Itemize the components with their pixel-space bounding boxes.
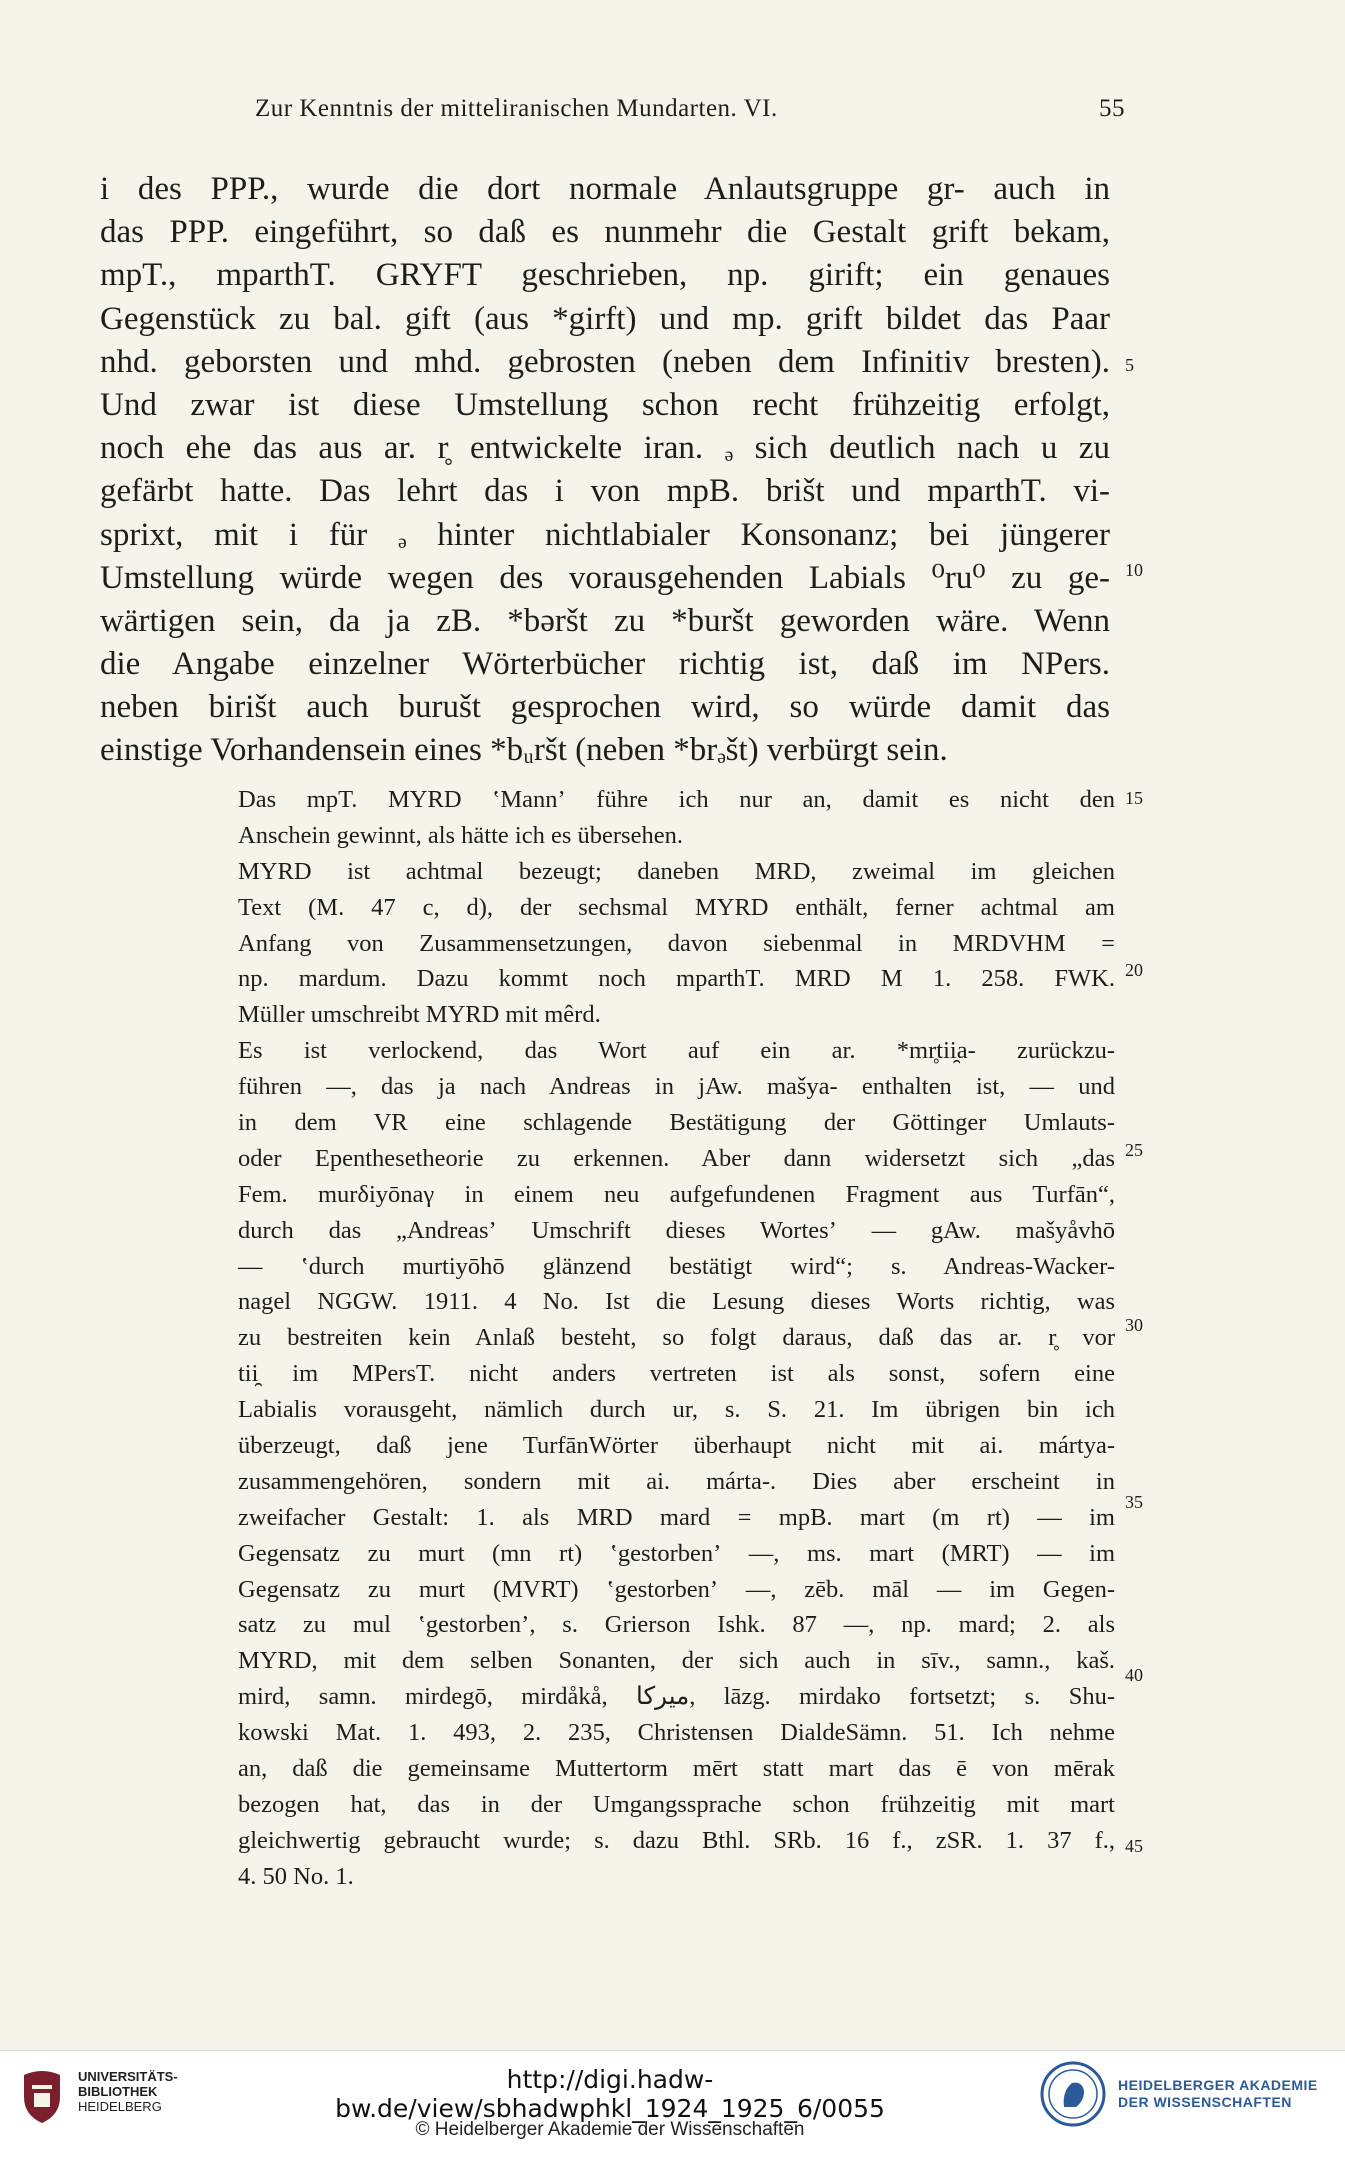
note-line: Das mpT. MYRD ʽMannʼ führe ich nur an, damit es nicht den — [238, 786, 1115, 813]
note-line: bezogen hat, das in der Umgangssprache schon frühzeitig mit mart — [238, 1790, 1115, 1818]
line-number: 45 — [1125, 1836, 1143, 1856]
university-library-logo-icon — [18, 2067, 66, 2127]
text-line: mpT., mparthT. GRYFT geschrieben, np. girift; ein genaues — [100, 257, 1110, 294]
text-line: gefärbt hatte. Das lehrt das i von mpB. brišt und mparthT. vi- — [100, 473, 1110, 510]
note-line: Anschein gewinnt, als hätte ich es übersehen. — [238, 821, 683, 849]
page-number: 55 — [1099, 95, 1125, 122]
note-line: Text (M. 47 c, d), der sechsmal MYRD enthält, ferner achtmal am — [238, 893, 1115, 921]
main-text — [100, 168, 1110, 773]
line-number: 30 — [1125, 1315, 1143, 1335]
text-line: das PPP. eingeführt, so daß es nunmehr die Gestalt grift bekam, — [100, 214, 1110, 251]
text-line: Und zwar ist diese Umstellung schon recht frühzeitig erfolgt, — [100, 386, 1110, 423]
note-line: tii̯ im MPersT. nicht anders vertreten ist als sonst, sofern eine — [238, 1360, 1115, 1388]
text-line: Gegenstück zu bal. gift (aus *girft) und mp. grift bildet das Paar — [100, 300, 1110, 337]
viewer-footer — [0, 2050, 1345, 2157]
text-line: einstige Vorhandensein eines *bᵤršt (neben *brₔšt) verbürgt sein. — [100, 732, 948, 769]
note-line: MYRD ist achtmal bezeugt; daneben MRD, zweimal im gleichen — [238, 857, 1115, 885]
note-line: — ʽdurch murtiyōhō glänzend bestätigt wird“; s. Andreas-Wacker- — [238, 1252, 1115, 1280]
university-library-name: UNIVERSITÄTS- BIBLIOTHEK HEIDELBERG — [78, 2069, 178, 2114]
line-number: 20 — [1125, 960, 1143, 980]
text-line: noch ehe das aus ar. r̥ entwickelte iran. ₔ sich deutlich nach u zu — [100, 430, 1110, 467]
note-line: 4. 50 No. 1. — [238, 1862, 354, 1890]
note-line: zu bestreiten kein Anlaß besteht, so folgt daraus, daß das ar. r̥ vor — [238, 1324, 1115, 1352]
note-line: kowski Mat. 1. 493, 2. 235, Christensen DialdeSämn. 51. Ich nehme — [238, 1719, 1115, 1747]
notes-section — [238, 782, 1115, 1895]
line-number: 5 — [1125, 355, 1134, 375]
text-line: Umstellung würde wegen des vorausgehenden Labials ⁰ru⁰ zu ge- — [100, 559, 1110, 596]
line-number: 25 — [1125, 1140, 1143, 1160]
note-line: mird, samn. mirdegō, mirdåkå, میرکا, lāzg. mirdako fortsetzt; s. Shu- — [238, 1683, 1115, 1711]
note-line: in dem VR eine schlagende Bestätigung der Göttinger Umlauts- — [238, 1109, 1115, 1137]
text-line: wärtigen sein, da ja zB. *bəršt zu *buršt geworden wäre. Wenn — [100, 602, 1110, 639]
running-header — [255, 95, 1125, 123]
note-line: Gegensatz zu murt (MVRT) ʽgestorbenʼ —, zēb. māl — im Gegen- — [238, 1575, 1115, 1603]
note-line: gleichwertig gebraucht wurde; s. dazu Bthl. SRb. 16 f., zSR. 1. 37 f., — [238, 1826, 1115, 1854]
academy-seal-icon — [1040, 2061, 1106, 2127]
note-line: Labialis vorausgeht, nämlich durch ur, s. S. 21. Im übrigen bin ich — [238, 1396, 1115, 1424]
text-line: neben birišt auch burušt gesprochen wird, so würde damit das — [100, 689, 1110, 726]
note-line: zusammengehören, sondern mit ai. márta-. Dies aber erscheint in — [238, 1467, 1115, 1495]
permalink-url[interactable]: http://digi.hadw-bw.de/view/sbhadwphkl_1924_1925_6/0055 — [335, 2065, 885, 2123]
copyright-notice: © Heidelberger Akademie der Wissenschaften — [415, 2119, 805, 2140]
note-line: satz zu mul ʽgestorbenʼ, s. Grierson Ishk. 87 —, np. mard; 2. als — [238, 1611, 1115, 1639]
note-line: Müller umschreibt MYRD mit mêrd. — [238, 1001, 601, 1029]
line-number: 15 — [1125, 788, 1143, 808]
note-line: nagel NGGW. 1911. 4 No. Ist die Lesung dieses Worts richtig, was — [238, 1288, 1115, 1316]
note-line: Gegensatz zu murt (mn rt) ʽgestorbenʼ —, ms. mart (MRT) — im — [238, 1539, 1115, 1567]
note-line: durch das „Andreasʼ Umschrift dieses Wortesʼ — gAw. mašyåvhō — [238, 1216, 1115, 1244]
text-line: sprixt, mit i für ₔ hinter nichtlabialer Konsonanz; bei jüngerer — [100, 516, 1110, 553]
note-line: Es ist verlockend, das Wort auf ein ar. *mr̥tii̯a- zurückzu- — [238, 1037, 1115, 1065]
note-line: np. mardum. Dazu kommt noch mparthT. MRD M 1. 258. FWK. — [238, 965, 1115, 993]
text-line: i des PPP., wurde die dort normale Anlautsgruppe gr- auch in — [100, 171, 1110, 207]
line-number: 35 — [1125, 1492, 1143, 1512]
note-line: Fem. murδiyōnaγ in einem neu aufgefundenen Fragment aus Turfān“, — [238, 1180, 1115, 1208]
note-line: überzeugt, daß jene TurfānWörter überhaupt nicht mit ai. mártya- — [238, 1432, 1115, 1460]
note-line: führen —, das ja nach Andreas in jAw. mašya- enthalten ist, — und — [238, 1073, 1115, 1101]
running-title: Zur Kenntnis der mitteliranischen Mundarten. VI. — [255, 95, 778, 122]
note-line: zweifacher Gestalt: 1. als MRD mard = mpB. mart (m rt) — im — [238, 1503, 1115, 1531]
academy-name: HEIDELBERGER AKADEMIE DER WISSENSCHAFTEN — [1118, 2077, 1318, 2110]
note-line: an, daß die gemeinsame Muttertorm mērt statt mart das ē von mērak — [238, 1755, 1115, 1783]
text-line: nhd. geborsten und mhd. gebrosten (neben dem Infinitiv bresten). — [100, 343, 1110, 380]
note-line: Anfang von Zusammensetzungen, davon siebenmal in MRDVHM = — [238, 929, 1115, 957]
note-line: MYRD, mit dem selben Sonanten, der sich auch in sīv., samn., kaš. — [238, 1647, 1115, 1675]
line-number: 10 — [1125, 560, 1143, 580]
note-line: oder Epenthesetheorie zu erkennen. Aber dann widersetzt sich „das — [238, 1144, 1115, 1172]
line-number: 40 — [1125, 1665, 1143, 1685]
text-line: die Angabe einzelner Wörterbücher richtig ist, daß im NPers. — [100, 646, 1110, 683]
